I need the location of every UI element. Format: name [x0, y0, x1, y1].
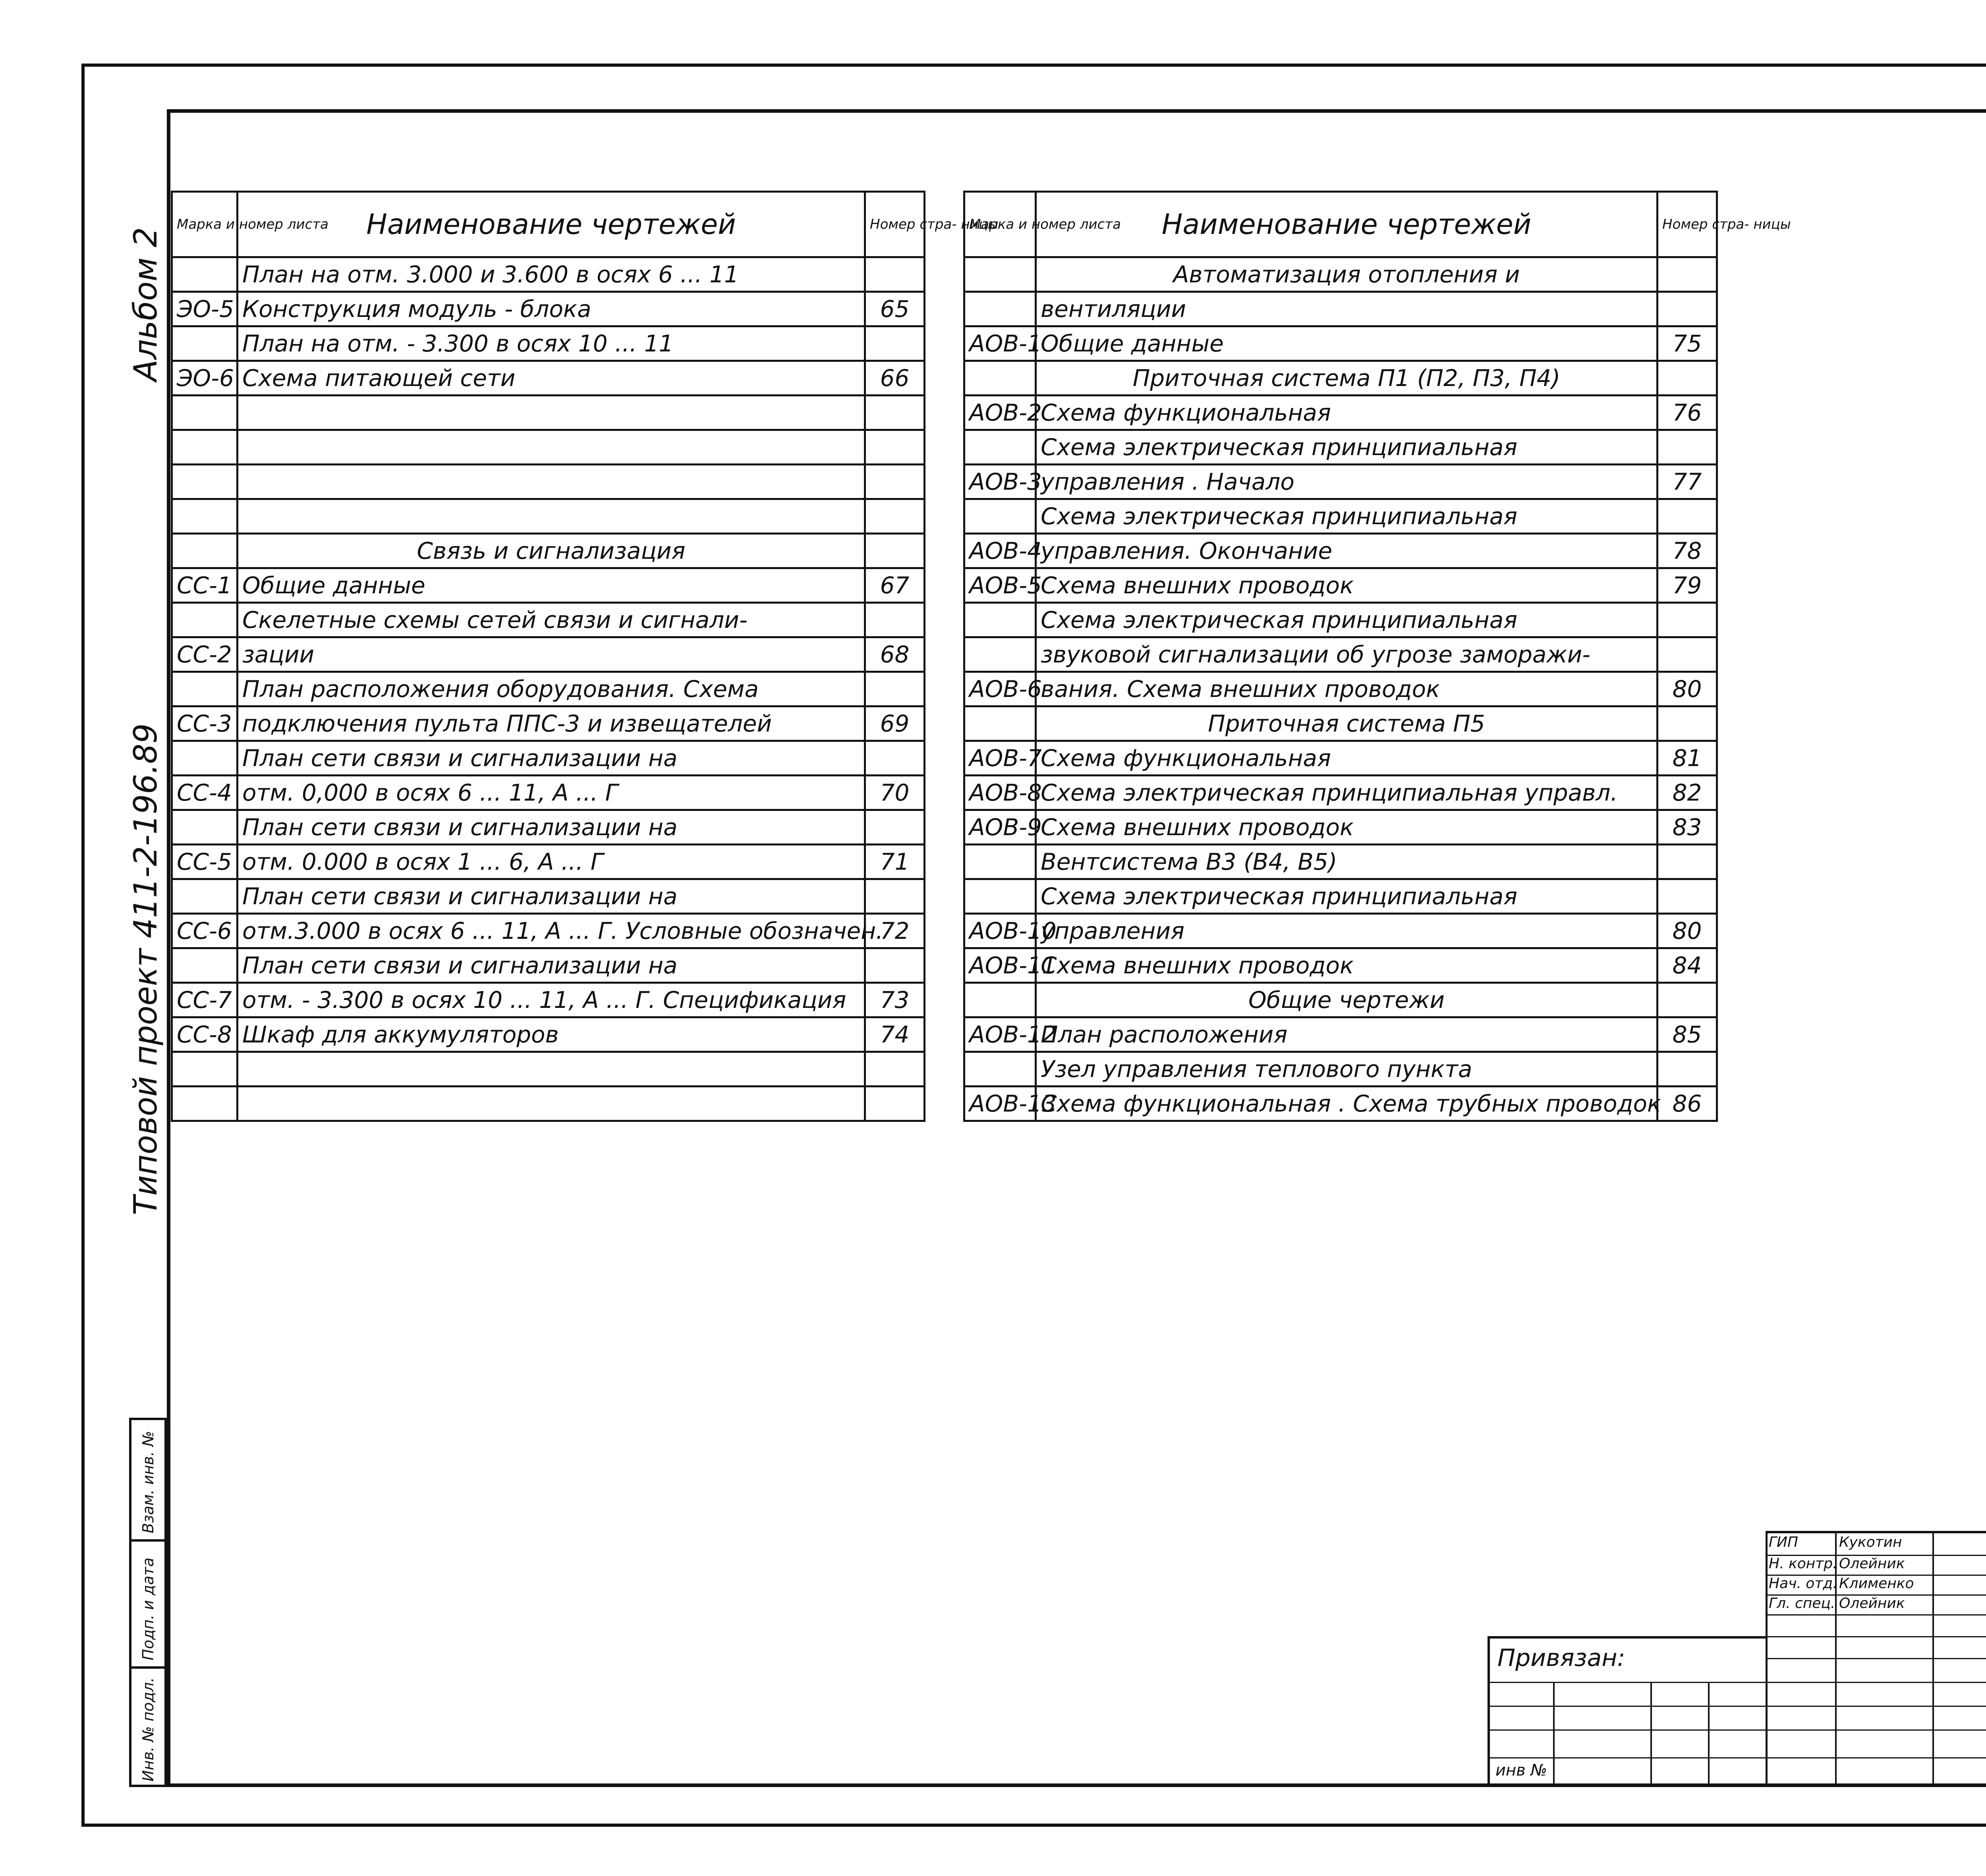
sheet-mark: [964, 637, 1036, 672]
drawing-name: План расположения: [1036, 1017, 1658, 1052]
drawing-name: отм.3.000 в осях 6 ... 11, А ... Г. Условные обозначен.: [238, 914, 865, 948]
stamp-name: Олейник: [1839, 1556, 1905, 1572]
drawing-name: вания. Схема внешних проводок: [1036, 672, 1658, 706]
drawing-name: План на отм. - 3.300 в осях 10 ... 11: [238, 326, 865, 361]
drawing-name: Схема электрическая принципиальная управл.: [1036, 776, 1658, 810]
mark-header: Марка и номер листа: [964, 192, 1036, 257]
right-contents-table: [963, 191, 1791, 1122]
linked-label: Привязан:: [1497, 1644, 1625, 1672]
replace-inv-label: Взам. инв. №: [139, 1430, 157, 1533]
table-row: [172, 776, 925, 810]
drawing-name: подключения пульта ППС-3 и извещателей: [238, 706, 865, 741]
page-number: 67: [865, 568, 925, 603]
table-row: [172, 568, 925, 603]
table-row: [172, 1052, 925, 1087]
page-number: 83: [1658, 810, 1717, 845]
table-row: [172, 672, 925, 706]
inv-orig-label: Инв. № подл.: [139, 1677, 157, 1781]
table-row: [964, 845, 1717, 879]
drawing-name: [238, 1052, 865, 1087]
table-row: [964, 637, 1717, 672]
sheet-mark: [172, 741, 238, 776]
drawing-name: Конструкция модуль - блока: [238, 292, 865, 326]
sheet-mark: СС-3: [172, 706, 238, 741]
drawing-name: управления: [1036, 914, 1658, 948]
drawing-name: Схема электрическая принципиальная: [1036, 499, 1658, 534]
page-number: [1658, 292, 1717, 326]
table-row: [964, 257, 1717, 292]
sheet-mark: ЭО-6: [172, 361, 238, 396]
sheet-mark: СС-5: [172, 845, 238, 879]
name-header: Наименование чертежей: [238, 192, 865, 257]
drawing-name: Схема функциональная . Схема трубных проводок: [1036, 1087, 1658, 1121]
page-number: 68: [865, 637, 925, 672]
page-number: [865, 257, 925, 292]
sheet-mark: АОВ-8: [964, 776, 1036, 810]
sheet-mark: АОВ-1: [964, 326, 1036, 361]
sheet-mark: [172, 810, 238, 845]
album-label: Альбом 2: [127, 227, 164, 381]
project-label: Типовой проект 411-2-196.89: [127, 723, 164, 1215]
sheet-mark: [172, 465, 238, 499]
drawing-name: План на отм. 3.000 и 3.600 в осях 6 ... 11: [238, 257, 865, 292]
page-number: [865, 1052, 925, 1087]
title-block: [1488, 1499, 1986, 1787]
page-number: 86: [1658, 1087, 1717, 1121]
mark-header: Марка и номер листа: [172, 192, 238, 257]
drawing-name: Шкаф для аккумуляторов: [238, 1017, 865, 1052]
stamp-role: ГИП: [1769, 1534, 1799, 1550]
table-row: [172, 879, 925, 914]
drawing-name: Скелетные схемы сетей связи и сигнали-: [238, 603, 865, 637]
page-number: [1658, 430, 1717, 465]
page-number: 71: [865, 845, 925, 879]
drawing-name: Схема функциональная: [1036, 396, 1658, 430]
page-number: 65: [865, 292, 925, 326]
table-row: [172, 948, 925, 983]
drawing-name: [238, 1087, 865, 1121]
drawing-name: Схема внешних проводок: [1036, 810, 1658, 845]
drawing-name: Схема электрическая принципиальная: [1036, 879, 1658, 914]
sheet-mark: АОВ-10: [964, 914, 1036, 948]
page-number: 80: [1658, 672, 1717, 706]
page-number: [865, 1087, 925, 1121]
page-number: 74: [865, 1017, 925, 1052]
table-row: [172, 292, 925, 326]
drawing-name: Приточная система П5: [1036, 706, 1658, 741]
table-row: [964, 396, 1717, 430]
drawing-name: [238, 396, 865, 430]
drawing-name: вентиляции: [1036, 292, 1658, 326]
sheet-mark: АОВ-12: [964, 1017, 1036, 1052]
sheet-mark: [172, 948, 238, 983]
table-row: [964, 534, 1717, 568]
page-number: 81: [1658, 741, 1717, 776]
drawing-name: Схема электрическая принципиальная: [1036, 430, 1658, 465]
sheet-mark: СС-4: [172, 776, 238, 810]
table-row: [172, 1017, 925, 1052]
drawing-name: отм. - 3.300 в осях 10 ... 11, А ... Г. Спецификация: [238, 983, 865, 1017]
sheet-mark: СС-6: [172, 914, 238, 948]
sheet-mark: [172, 879, 238, 914]
drawing-name: Связь и сигнализация: [238, 534, 865, 568]
page-number: [865, 326, 925, 361]
drawing-name: Схема питающей сети: [238, 361, 865, 396]
sheet-mark: АОВ-2: [964, 396, 1036, 430]
drawing-name: управления. Окончание: [1036, 534, 1658, 568]
page-number: 84: [1658, 948, 1717, 983]
page-number: 69: [865, 706, 925, 741]
table-row: [172, 810, 925, 845]
drawing-name: Общие чертежи: [1036, 983, 1658, 1017]
page-number: [1658, 637, 1717, 672]
sheet-mark: СС-2: [172, 637, 238, 672]
page-number: [1658, 257, 1717, 292]
table-row: [964, 776, 1717, 810]
table-row: [964, 568, 1717, 603]
drawing-name: Схема внешних проводок: [1036, 948, 1658, 983]
table-row: [172, 396, 925, 430]
sheet-mark: АОВ-11: [964, 948, 1036, 983]
drawing-name: Автоматизация отопления и: [1036, 257, 1658, 292]
table-row: [964, 672, 1717, 706]
sheet-mark: [172, 603, 238, 637]
sheet-mark: [964, 361, 1036, 396]
stamp-role: Нач. отд.: [1769, 1575, 1837, 1592]
sheet-mark: [172, 430, 238, 465]
sheet-mark: [964, 292, 1036, 326]
drawing-name: Общие данные: [238, 568, 865, 603]
page-number: 78: [1658, 534, 1717, 568]
sheet-mark: [964, 879, 1036, 914]
sheet-mark: [964, 603, 1036, 637]
sheet-mark: АОВ-7: [964, 741, 1036, 776]
table-row: [172, 706, 925, 741]
table-row: [964, 430, 1717, 465]
sheet-mark: СС-1: [172, 568, 238, 603]
sheet-mark: [172, 1052, 238, 1087]
table-row: [172, 637, 925, 672]
table-row: [964, 1087, 1717, 1121]
drawing-name: звуковой сигнализации об угрозе заморажи-: [1036, 637, 1658, 672]
drawing-name: управления . Начало: [1036, 465, 1658, 499]
sheet-mark: [964, 1052, 1036, 1087]
page-number: [865, 741, 925, 776]
page-number: [1658, 361, 1717, 396]
page-number: 82: [1658, 776, 1717, 810]
drawing-name: План расположения оборудования. Схема: [238, 672, 865, 706]
table-row: [964, 361, 1717, 396]
sheet-mark: [172, 326, 238, 361]
page-number: [865, 948, 925, 983]
drawing-name: План сети связи и сигнализации на: [238, 741, 865, 776]
sheet-mark: [172, 672, 238, 706]
page-number: [865, 534, 925, 568]
page-number: [1658, 879, 1717, 914]
drawing-name: [238, 465, 865, 499]
page-number: 76: [1658, 396, 1717, 430]
page-number: [865, 499, 925, 534]
table-row: [172, 741, 925, 776]
page-header: Номер стра- ницы: [1658, 192, 1717, 257]
table-row: [172, 1087, 925, 1121]
page-number: 72: [865, 914, 925, 948]
sheet-mark: АОВ-6: [964, 672, 1036, 706]
stamp-name: Клименко: [1839, 1575, 1914, 1592]
drawing-name: Приточная система П1 (П2, П3, П4): [1036, 361, 1658, 396]
table-row: [964, 465, 1717, 499]
page-number: [1658, 499, 1717, 534]
table-row: [172, 361, 925, 396]
inv-label: инв №: [1495, 1761, 1547, 1779]
page-number: [1658, 706, 1717, 741]
page-number: [865, 879, 925, 914]
drawing-name: Схема функциональная: [1036, 741, 1658, 776]
sheet-mark: [964, 430, 1036, 465]
sheet-mark: СС-7: [172, 983, 238, 1017]
sheet-mark: [172, 499, 238, 534]
table-row: [964, 810, 1717, 845]
table-row: [964, 914, 1717, 948]
table-row: [964, 1052, 1717, 1087]
drawing-name: Схема внешних проводок: [1036, 568, 1658, 603]
drawing-name: Общие данные: [1036, 326, 1658, 361]
drawing-name: План сети связи и сигнализации на: [238, 879, 865, 914]
page-number: 73: [865, 983, 925, 1017]
page-number: [865, 430, 925, 465]
page-number: 80: [1658, 914, 1717, 948]
name-header: Наименование чертежей: [1036, 192, 1658, 257]
table-row: [964, 948, 1717, 983]
sheet-mark: ЭО-5: [172, 292, 238, 326]
table-row: [964, 499, 1717, 534]
stamp-role: Гл. спец.: [1769, 1595, 1835, 1612]
page-number: [1658, 1052, 1717, 1087]
page-number: [865, 603, 925, 637]
sheet-mark: [964, 983, 1036, 1017]
sheet-mark: АОВ-4: [964, 534, 1036, 568]
page-number: [1658, 845, 1717, 879]
table-row: [964, 983, 1717, 1017]
page-number: 75: [1658, 326, 1717, 361]
page-number: [865, 465, 925, 499]
table-row: [964, 326, 1717, 361]
page-number: [1658, 603, 1717, 637]
sheet-mark: [964, 257, 1036, 292]
page-number: 79: [1658, 568, 1717, 603]
table-row: [964, 706, 1717, 741]
stamp-name: Кукотин: [1839, 1534, 1902, 1550]
page-number: 66: [865, 361, 925, 396]
table-row: [964, 603, 1717, 637]
sheet-mark: АОВ-13: [964, 1087, 1036, 1121]
page-header: Номер стра- ницы: [865, 192, 925, 257]
drawing-name: Схема электрическая принципиальная: [1036, 603, 1658, 637]
sheet-mark: [172, 534, 238, 568]
table-row: [172, 499, 925, 534]
page-number: 77: [1658, 465, 1717, 499]
sheet-mark: СС-8: [172, 1017, 238, 1052]
table-row: [964, 879, 1717, 914]
page-number: [865, 672, 925, 706]
drawing-name: План сети связи и сигнализации на: [238, 810, 865, 845]
stamp-role: Н. контр.: [1769, 1556, 1837, 1572]
table-row: [964, 1017, 1717, 1052]
left-contents-table: [171, 191, 999, 1122]
page-number: 70: [865, 776, 925, 810]
table-row: [172, 534, 925, 568]
signature-date-label: Подп. и дата: [139, 1558, 157, 1660]
sheet-mark: [964, 499, 1036, 534]
sheet-mark: АОВ-3: [964, 465, 1036, 499]
page-number: [865, 396, 925, 430]
sheet-mark: [172, 396, 238, 430]
table-row: [964, 292, 1717, 326]
drawing-name: [238, 430, 865, 465]
table-row: [172, 430, 925, 465]
table-row: [172, 914, 925, 948]
table-row: [964, 741, 1717, 776]
table-row: [172, 326, 925, 361]
stamp-name: Олейник: [1839, 1595, 1905, 1612]
table-row: [172, 845, 925, 879]
sheet-mark: [964, 845, 1036, 879]
table-row: [172, 257, 925, 292]
sheet-mark: [172, 1087, 238, 1121]
table-row: [172, 603, 925, 637]
drawing-name: отм. 0,000 в осях 6 ... 11, А ... Г: [238, 776, 865, 810]
drawing-name: Узел управления теплового пункта: [1036, 1052, 1658, 1087]
left-strip: [129, 1418, 167, 1787]
drawing-name: отм. 0.000 в осях 1 ... 6, А ... Г: [238, 845, 865, 879]
table-row: [172, 465, 925, 499]
sheet-mark: АОВ-5: [964, 568, 1036, 603]
drawing-name: Вентсистема В3 (В4, В5): [1036, 845, 1658, 879]
page-number: [865, 810, 925, 845]
table-row: [172, 983, 925, 1017]
page-number: 85: [1658, 1017, 1717, 1052]
sheet-mark: [964, 706, 1036, 741]
sheet-mark: АОВ-9: [964, 810, 1036, 845]
drawing-name: зации: [238, 637, 865, 672]
page-number: [1658, 983, 1717, 1017]
drawing-name: [238, 499, 865, 534]
drawing-name: План сети связи и сигнализации на: [238, 948, 865, 983]
sheet-mark: [172, 257, 238, 292]
